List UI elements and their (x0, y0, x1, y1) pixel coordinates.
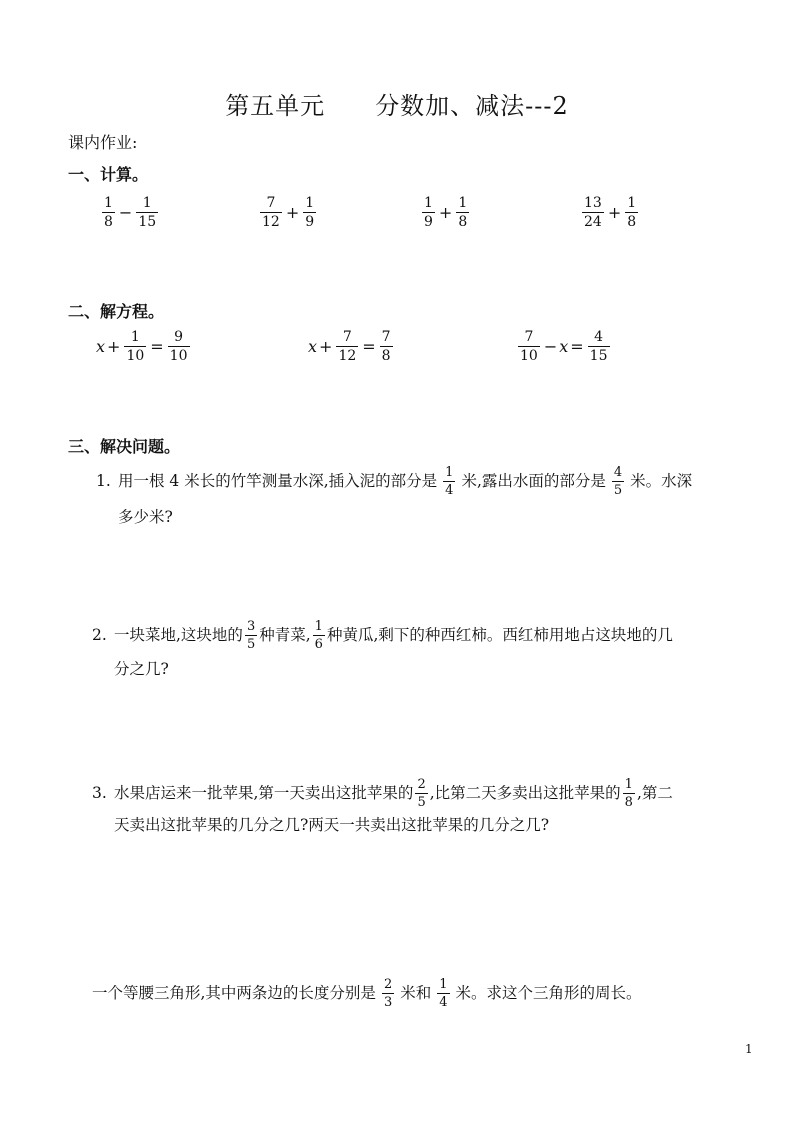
fraction: $\frac{7}{10}$ (520, 329, 538, 364)
problem-number: 2. (92, 626, 107, 645)
fraction: $\frac{13}{24}$ (584, 195, 602, 230)
page-number: 1 (745, 1042, 753, 1056)
equation-1: x + $\frac{1}{10}$ = $\frac{9}{10}$ (96, 329, 188, 364)
section1-heading: 一、计算。 (68, 165, 149, 184)
classwork-label: 课内作业: (68, 133, 138, 152)
section2-heading: 二、解方程。 (68, 302, 165, 321)
problem-number: 1. (96, 472, 111, 491)
problem-1 (96, 466, 692, 530)
problem-text-line2: 天卖出这批苹果的几分之几?两天一共卖出这批苹果的几分之几? (114, 816, 550, 834)
fraction: $\frac{1}{6}$ (314, 619, 323, 652)
problem-number: 3. (92, 784, 107, 803)
fraction: $\frac{7}{12}$ (262, 195, 280, 230)
fraction: $\frac{2}{5}$ (417, 777, 426, 810)
problem-text: 一块菜地,这块地的 (114, 626, 243, 645)
calc-item-2: $\frac{7}{12}$ + $\frac{1}{9}$ (262, 195, 315, 230)
equation-2: x + $\frac{7}{12}$ = $\frac{7}{8}$ (308, 329, 391, 364)
fraction: $\frac{1}{9}$ (424, 195, 433, 230)
fraction: $\frac{1}{15}$ (138, 195, 157, 230)
problem-2 (92, 620, 673, 682)
calc-item-3: $\frac{1}{9}$ + $\frac{1}{8}$ (424, 195, 468, 230)
fraction: $\frac{9}{10}$ (169, 329, 188, 364)
fraction: $\frac{7}{8}$ (381, 329, 391, 364)
fraction: $\frac{3}{5}$ (246, 619, 256, 652)
calc-item-4: $\frac{13}{24}$ + $\frac{1}{8}$ (584, 195, 637, 230)
problem-text: 米。求这个三角形的周长。 (455, 984, 642, 1003)
problem-text: 用一根 4 米长的竹竿测量水深,插入泥的部分是 (118, 472, 438, 491)
problem-text-line2: 多少米? (118, 508, 173, 526)
fraction: $\frac{1}{9}$ (305, 195, 315, 230)
fraction: $\frac{1}{8}$ (627, 195, 637, 230)
fraction: $\frac{1}{8}$ (104, 195, 113, 230)
problem-text: 种黄瓜,剩下的种西红柿。西红柿用地占这块地的几 (326, 626, 673, 645)
title-topic: 分数加、减法---2 (375, 92, 569, 120)
page-title (0, 86, 794, 121)
problem-text: 米。水深 (630, 472, 693, 491)
fraction: $\frac{1}{10}$ (126, 329, 145, 364)
section3-heading: 三、解决问题。 (68, 437, 181, 456)
fraction: $\frac{4}{15}$ (589, 329, 608, 364)
title-unit: 第五单元 (225, 92, 326, 120)
calc-item-1: $\frac{1}{8}$ − $\frac{1}{15}$ (104, 195, 157, 230)
fraction: $\frac{4}{5}$ (613, 465, 623, 498)
problem-text: 水果店运来一批苹果,第一天卖出这批苹果的 (114, 784, 414, 803)
problem-text-line2: 分之几? (114, 660, 169, 678)
problem-text: ,比第二天多卖出这批苹果的 (429, 784, 621, 803)
fraction: $\frac{7}{12}$ (338, 329, 357, 364)
fraction: $\frac{1}{8}$ (458, 195, 468, 230)
problem-text: ,第二 (636, 784, 673, 803)
problem-text: 一个等腰三角形,其中两条边的长度分别是 (92, 984, 376, 1003)
fraction: $\frac{2}{3}$ (383, 977, 393, 1010)
fraction: $\frac{1}{8}$ (624, 777, 633, 810)
problem-text: 米,露出水面的部分是 (461, 472, 606, 491)
fraction: $\frac{1}{4}$ (439, 977, 448, 1010)
problem-text: 种青菜, (259, 626, 311, 645)
fraction: $\frac{1}{4}$ (445, 465, 454, 498)
problem-3 (92, 778, 673, 838)
problem-text: 米和 (400, 984, 432, 1003)
equation-3: $\frac{7}{10}$ − x = $\frac{4}{15}$ (520, 329, 608, 364)
problem-4 (92, 978, 642, 1009)
